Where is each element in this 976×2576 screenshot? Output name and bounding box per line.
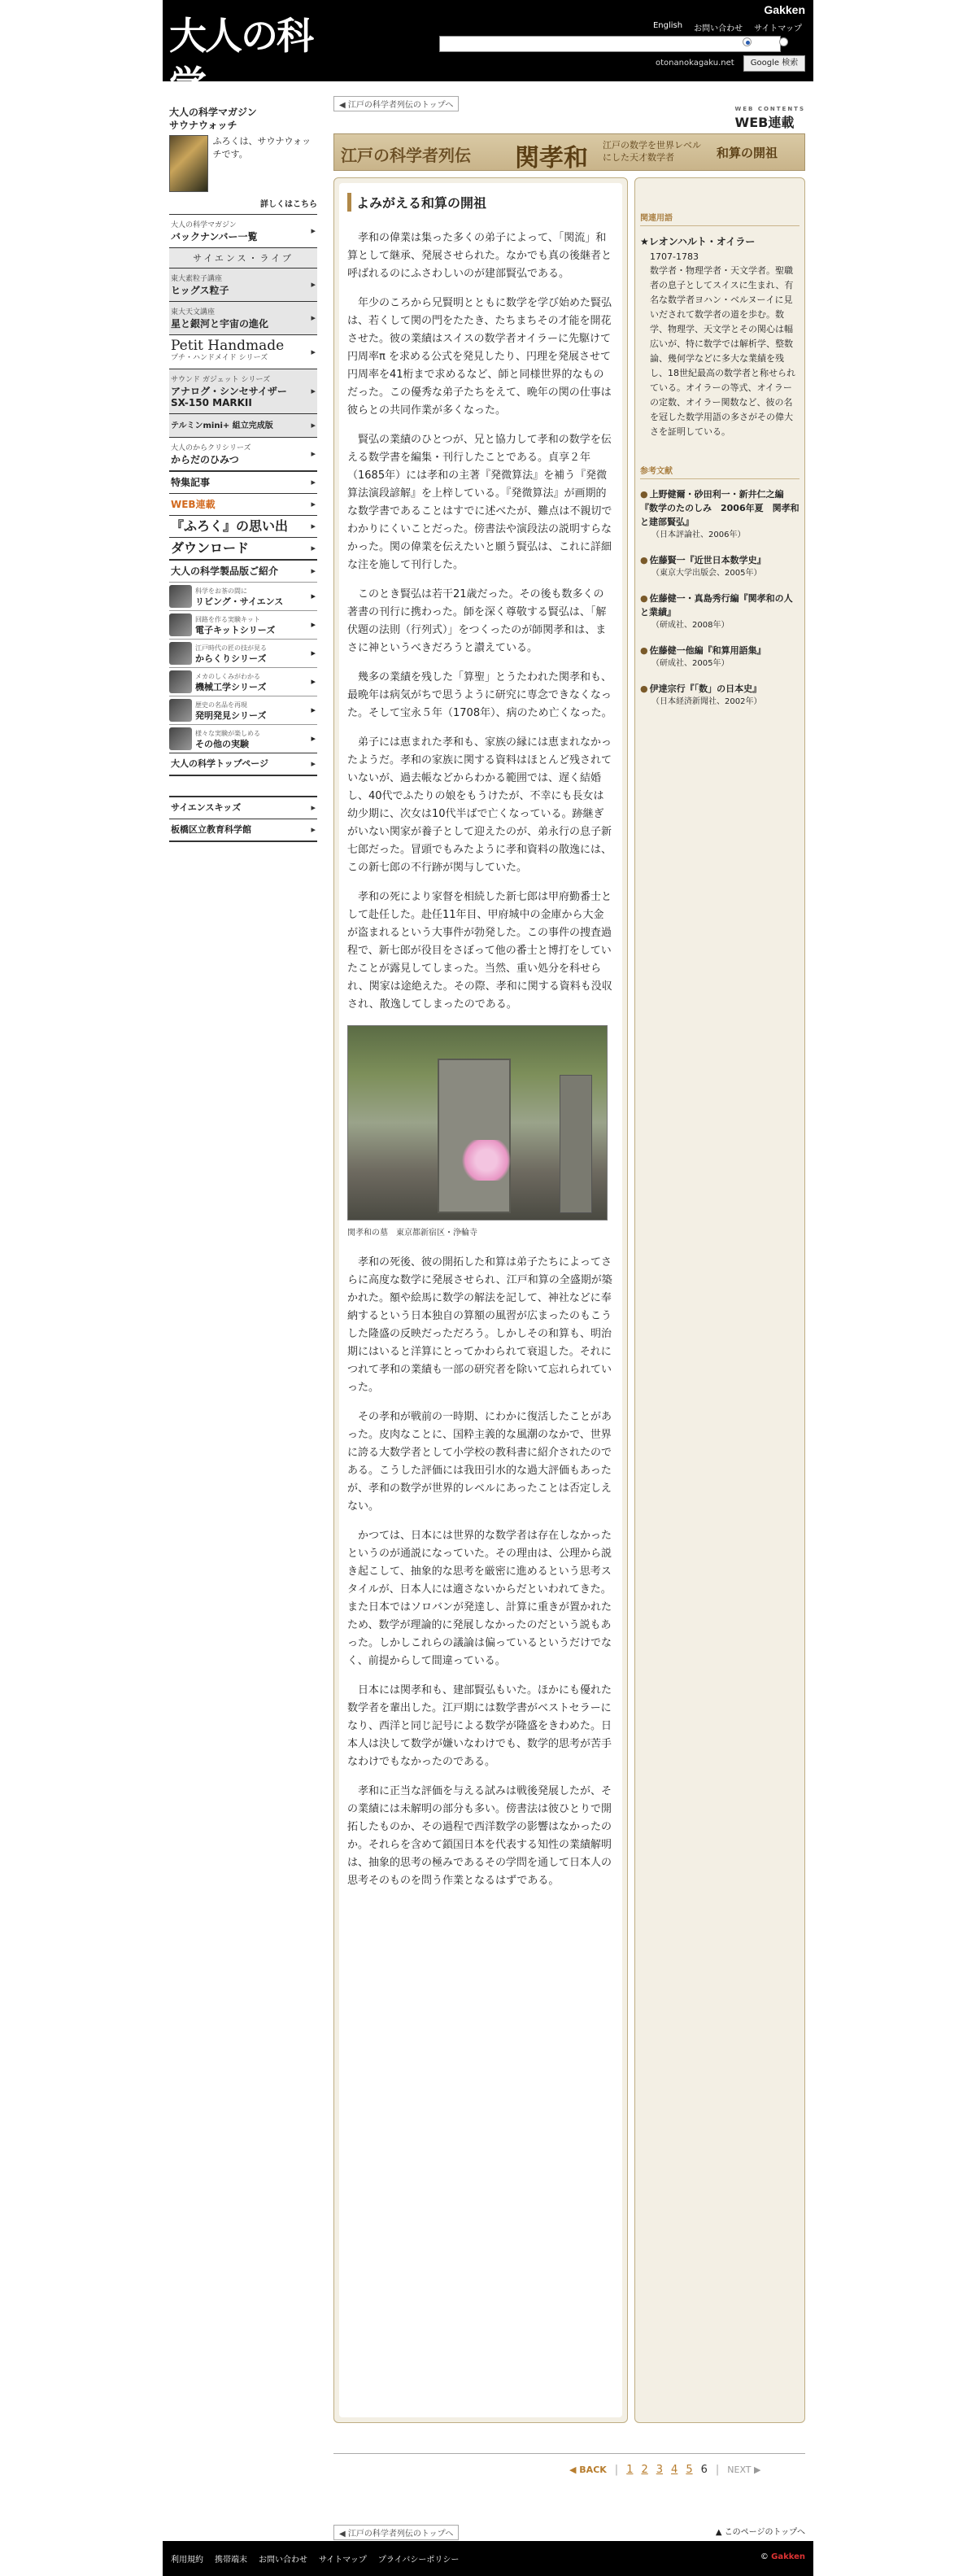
ref-title: 佐藤健一・真島秀行編『関孝和の人と業績』 [640, 593, 793, 618]
site-footer [163, 2541, 813, 2576]
gakken-brand[interactable]: Gakken [764, 3, 805, 16]
p3-label: からくりシリーズ [195, 653, 267, 664]
domain-label: otonanokagaku.net [656, 59, 734, 68]
copyright [760, 2552, 805, 2561]
chevron-right-icon: ▸ [311, 279, 316, 290]
paragraph: 幾多の業績を残した「算聖」とうたわれた関孝和も、最晩年は病気がちで思うように研究に専念できなくなった。そして宝永５年（1708年）、病のため亡くなった。 [347, 671, 612, 719]
footer-breadcrumb-label: 江戸の科学者列伝のトップへ [347, 2530, 454, 2539]
chevron-right-icon: ▸ [311, 676, 316, 687]
english-link[interactable]: English [652, 21, 683, 30]
logo-text: 大人の科学 [169, 14, 312, 107]
reference-item [640, 553, 800, 580]
article-body [339, 183, 622, 2417]
sidebar-item-body[interactable] [169, 437, 317, 470]
footer-breadcrumb[interactable]: ◀ 江戸の科学者列伝のトップへ [333, 2525, 459, 2540]
ref-pub: （研成社、2008年） [651, 621, 730, 630]
banner-tagline [603, 139, 701, 164]
product-invention[interactable] [169, 696, 317, 724]
bullet-icon: ● [640, 645, 648, 656]
person-years: 1707-1783 [650, 251, 699, 262]
banner-topic: 和算の開祖 [717, 146, 778, 160]
p3-small: 江戸時代の匠の技が見る [195, 644, 267, 652]
p5-label: 発明発見シリーズ [195, 710, 267, 721]
chevron-right-icon: ▸ [311, 386, 316, 396]
itabashi-label: 板橋区立教育科学館 [171, 824, 251, 835]
sidebar-item-petit[interactable] [169, 334, 317, 369]
synth-small: サウンド ガジェット シリーズ [171, 376, 271, 384]
site-logo[interactable] [169, 11, 389, 107]
sidebar-item-theremin[interactable] [169, 413, 317, 437]
chevron-right-icon: ▸ [311, 346, 316, 357]
search-scope [743, 37, 788, 46]
magazine-desc: ふろくは、サウナウォッチです。 [212, 136, 312, 159]
karakuri-icon [169, 642, 192, 665]
side-stone-shape [560, 1075, 592, 1213]
ref-title: 佐藤健一他編『和算用語集』 [649, 645, 766, 656]
page-link-5[interactable]: 5 [686, 2464, 693, 2476]
p6-small: 様々な実験が楽しめる [195, 730, 260, 737]
ref-pub: （研成社、2005年） [651, 659, 730, 668]
logo-suffix: .net [207, 76, 258, 103]
body-label: からだのひみつ [171, 454, 239, 465]
footer-links [171, 2552, 459, 2565]
page-top-link[interactable]: ▲ このページのトップへ [715, 2528, 805, 2537]
sidebar-item-galaxy[interactable] [169, 301, 317, 334]
breadcrumb[interactable]: ◀ 江戸の科学者列伝のトップへ [333, 96, 459, 111]
chevron-right-icon: ▸ [311, 448, 316, 459]
top-links [653, 21, 802, 33]
paragraph: その孝和が戦前の一時期、にわかに復活したことがあった。皮肉なことに、国粋主義的な風潮のなかで、世界に誇る大数学者として小学校の教科書に紹介されたのである。こうした評価には我田引水的な過大評価もあったが、孝和の数学が世界的レベルにあったことは否定しえない。 [347, 1411, 612, 1513]
ref-pub: （東京大学出版会、2005年） [651, 569, 762, 578]
footer-sitemap-link[interactable]: サイトマップ [319, 2556, 367, 2565]
person-desc: 数学者・物理学者・天文学者。聖職者の息子としてスイスに生まれ、有名な数学者ヨハン・ベルヌーイに見いだされて数学者の道を歩む。数学、物理学、天文学とその関心は幅広いが、特に数学では解析学、整数論、幾何学などに多大な業績を残し、18世紀最高の数学者と称せられている。オイラーの等式、オイラーの定数、オイラー関数など、彼の名を冠した数学用語の多さがその偉大さを証明している。 [650, 265, 795, 437]
banner-series: 江戸の科学者列伝 [341, 146, 471, 165]
ref-title: 伊達宗行『「数」の日本史』 [649, 683, 762, 694]
chevron-right-icon: ▸ [311, 312, 316, 323]
next-label: NEXT [727, 2465, 752, 2475]
sitemap-link[interactable]: サイトマップ [754, 24, 802, 33]
galaxy-label: 星と銀河と宇宙の進化 [171, 318, 269, 330]
page-link-2[interactable]: 2 [641, 2464, 648, 2476]
paragraph: 孝和に正当な評価を与える試みは戦後発展したが、その業績には未解明の部分も多い。傍書法は彼ひとりで開拓したものか、その過程で西洋数学の影響はなかったのか。それらを含めて鎖国日本を代表する知性の業績解明は、抽象的思考の極みであるその学問を通して日本人の思考そのものを問う作業となるはずである。 [347, 1785, 612, 1887]
chevron-right-icon: ▸ [311, 802, 316, 813]
invention-icon [169, 699, 192, 722]
science-kids-label: サイエンスキッズ [171, 802, 242, 813]
higgs-small: 東大素粒子講座 [171, 275, 223, 283]
ref-pub: （日本経済新聞社、2002年） [651, 697, 762, 706]
bullet-icon: ● [640, 593, 648, 604]
series-banner [333, 133, 805, 171]
banner-tagline-2: にした天才数学者 [603, 152, 674, 163]
furoku-label: 『ふろく』の思い出 [171, 518, 289, 534]
special-label: 特集記事 [171, 477, 211, 488]
sidebar-item-web-rensai[interactable] [169, 493, 317, 515]
magazine-subtitle: サウナウォッチ [169, 120, 237, 131]
other-experiments-icon [169, 727, 192, 750]
p2-small: 回路を作る実験キット [195, 616, 260, 623]
product-mechanical[interactable] [169, 667, 317, 696]
terms-link[interactable]: 利用規約 [171, 2556, 203, 2565]
web-rensai-logo [735, 106, 805, 131]
p5-small: 歴史の名品を再現 [195, 701, 247, 709]
web-rensai-label: WEB連載 [171, 499, 216, 510]
p2-label: 電子キットシリーズ [195, 625, 276, 635]
sidebar-item-products-top[interactable] [169, 753, 317, 776]
next-link: NEXT ▶ [727, 2465, 761, 2475]
sidebar-item-higgs[interactable] [169, 268, 317, 301]
related-terms-heading: 関連用語 [640, 211, 800, 226]
magazine-cover[interactable] [169, 135, 208, 192]
products-heading[interactable] [169, 559, 317, 582]
p1-small: 科学をお茶の間に [195, 587, 247, 595]
radio-web[interactable] [743, 37, 752, 46]
sidebar-item-special[interactable] [169, 470, 317, 493]
banner-tagline-1: 江戸の数学を世界レベル [603, 140, 701, 151]
chevron-right-icon: ▸ [311, 420, 316, 430]
page-link-1[interactable]: 1 [626, 2464, 634, 2476]
pager-divider [333, 2453, 805, 2454]
product-other[interactable] [169, 724, 317, 753]
banner-name: 関孝和 [515, 144, 588, 172]
p6-label: その他の実験 [195, 739, 249, 749]
chevron-right-icon: ▸ [311, 521, 316, 531]
paragraph: 年少のころから兄賢明とともに数学を学び始めた賢弘は、若くして関の門をたたき、たちまちその才能を開花させた。彼の業績はスイスの数学者オイラーに先駆けて円周率π を求める公式を発見したり、円理を発展させて円周率を41桁まで求めるなど、師と同様世界的なものだった。この優秀な弟子たちをえて、晩年の関の仕事は彼らとの共同作業が多くなった。 [347, 297, 612, 417]
article-panel [333, 177, 628, 2423]
footer-brand[interactable]: Gakken [771, 2552, 805, 2561]
living-science-icon [169, 585, 192, 608]
paragraph: 孝和の死後、彼の開拓した和算は弟子たちによってさらに高度な数学に発展させられ、江戸和算の全盛期が築かれた。額や絵馬に数学の解法を記して、神社などに奉納するという日本独自の算額の風習が広まったのもこうした隆盛の反映だっただろう。しかしその和算も、明治期にはいると洋算にとってかわられて衰退した。それにつれて孝和の業績も一部の研究者を除いて忘れられていった。 [347, 1256, 612, 1394]
search-input[interactable] [439, 36, 781, 52]
chevron-right-icon: ▸ [311, 824, 316, 835]
sidebar [169, 106, 317, 842]
person-name-text: レオンハルト・オイラー [648, 236, 756, 247]
pagination [569, 2464, 760, 2476]
web-rensai-logo-text: WEB連載 [734, 115, 795, 130]
chevron-right-icon: ▸ [311, 225, 316, 236]
bullet-icon: ● [640, 489, 648, 500]
radio-web-label: Web [756, 37, 774, 46]
bullet-icon: ● [640, 683, 648, 694]
backnumber-label: バックナンバー一覧 [171, 231, 258, 242]
google-search-button[interactable]: Google 検索 [743, 55, 805, 72]
back-link[interactable]: ◀ BACK [569, 2465, 607, 2475]
separator: | [614, 2464, 619, 2476]
science-live-heading: サイエンス・ライブ [169, 247, 317, 268]
mechanical-icon [169, 670, 192, 693]
glossary-panel [634, 177, 805, 2423]
copyright-symbol: © [760, 2552, 769, 2561]
chevron-right-icon: ▸ [311, 705, 316, 715]
higgs-label: ヒッグス粒子 [171, 285, 229, 296]
footer-contact-link[interactable]: お問い合わせ [259, 2556, 307, 2565]
sidebar-item-furoku[interactable] [169, 515, 317, 537]
electronic-kit-icon [169, 613, 192, 636]
chevron-right-icon: ▸ [311, 733, 316, 744]
theremin-label: テルミンmini+ 組立完成版 [171, 421, 273, 430]
page-link-3[interactable]: 3 [656, 2464, 664, 2476]
synth-label: アナログ・シンセサイザー SX-150 MARKII [171, 386, 287, 408]
reference-item [640, 487, 800, 542]
paragraph: 弟子には恵まれた孝和も、家族の縁には恵まれなかったようだ。孝和の家族に関する資料はほとんど残されていないが、過去帳などからわかる範囲では、遅く結婚し、40代でふたりの娘をもうけたが、不幸にも長女は幼少期に、次女は10代半ばで亡くなっている。跡継ぎがいない関家が養子として迎えたのが、弟永行の息子新七郎だった。冒頭でもみたように孝和資料の散逸には、この新七郎の不行跡が関与していた。 [347, 736, 612, 874]
products-top-label: 大人の科学トップページ [171, 758, 269, 769]
paragraph: 日本には関孝和も、建部賢弘もいた。ほかにも優れた数学者を輩出した。江戸期には数学書がベストセラーになり、西洋と同じ記号による数学が隆盛をきわめた。日本人は決して数学が嫌いなわけでも、数学的思考が苦手なわけでもなかったのである。 [347, 1684, 612, 1768]
chevron-right-icon: ▸ [311, 565, 316, 576]
chevron-right-icon: ▸ [311, 477, 316, 487]
body-small: 大人のからクリシリーズ [171, 444, 251, 452]
article-title: よみがえる和算の開祖 [347, 193, 614, 212]
download-label: ダウンロード [171, 540, 250, 556]
privacy-link[interactable]: プライバシーポリシー [377, 2556, 460, 2565]
back-label: BACK [579, 2465, 607, 2475]
paragraph: 孝和の偉業は集った多くの弟子によって、「関流」和算として継承、発展させられた。なかでも真の後継者と呼ばれるのにふさわしいのが建部賢弘である。 [347, 232, 612, 280]
mobile-link[interactable]: 携帯端末 [215, 2556, 247, 2565]
photo-caption: 関孝和の墓 東京都新宿区・浄輪寺 [347, 1229, 477, 1238]
p4-small: メカのしくみがわかる [195, 673, 260, 680]
chevron-right-icon: ▸ [311, 591, 316, 601]
magazine-title: 大人の科学マガジン [169, 107, 257, 118]
breadcrumb-label: 江戸の科学者列伝のトップへ [347, 101, 454, 110]
p1-label: リビング・サイエンス [195, 596, 284, 607]
galaxy-small: 東大天文講座 [171, 308, 216, 317]
reference-item [640, 592, 800, 632]
radio-site[interactable] [779, 37, 788, 46]
chevron-right-icon: ▸ [311, 758, 316, 769]
reference-item [640, 682, 800, 709]
references-heading: 参考文献 [640, 464, 800, 479]
backnumber-small: 大人の科学マガジン [171, 221, 237, 229]
chevron-right-icon: ▸ [311, 619, 316, 630]
paragraph: かつては、日本には世界的な数学者は存在しなかったというのが通説になっていた。その理由は、公理から説き起こして、抽象的な思考を厳密に進めるという思考スタイルが、日本人には適さないからだといわれてきた。また日本ではソロバンが発達し、計算に重きが置かれたため、数学が理論的に発展しなかったのだという説もあった。しかしこれらの議論は偏っているというだけでなく、前提からして間違っている。 [347, 1530, 612, 1667]
products-head-label: 大人の科学製品版ご紹介 [171, 565, 279, 577]
petit-small: プチ・ハンドメイド シリーズ [171, 354, 268, 362]
sidebar-item-itabashi[interactable] [169, 819, 317, 842]
ref-pub: （日本評論社、2006年） [651, 530, 746, 539]
page-link-4[interactable]: 4 [671, 2464, 678, 2476]
paragraph: 孝和の死により家督を相続した新七郎は甲府勤番士として赴任した。赴任11年目、甲府城中の金庫から大金が盗まれるという大事件が勃発した。この事件の捜査過程で、新七郎が役目をさぼって他の番士と博打をしていたことが露見してしまった。当然、重い処分を科せられ、関家は途絶えた。その際、孝和に関する資料も没収され、散逸してしまったのである。 [347, 891, 612, 1011]
product-electronic-kit[interactable] [169, 610, 317, 639]
petit-label: Petit Handmade [171, 338, 285, 354]
chevron-right-icon: ▸ [311, 499, 316, 509]
page-current: 6 [700, 2464, 708, 2476]
sidebar-item-science-kids[interactable] [169, 796, 317, 819]
ref-title: 上野健爾・砂田利一・新井仁之編『数学のたのしみ 2006年夏 関孝和と建部賢弘』 [640, 489, 800, 527]
sidebar-item-synth[interactable] [169, 369, 317, 413]
bullet-icon: ● [640, 555, 648, 565]
separator: | [715, 2464, 720, 2476]
sidebar-item-backnumber[interactable] [169, 214, 317, 247]
ref-title: 佐藤賢一『近世日本数学史』 [649, 555, 766, 565]
sidebar-item-download[interactable] [169, 537, 317, 559]
p4-label: 機械工学シリーズ [195, 682, 267, 692]
product-karakuri[interactable] [169, 639, 317, 667]
grave-photo [347, 1025, 608, 1220]
page-top-label: このページのトップへ [724, 2528, 805, 2537]
person-name: ★レオンハルト・オイラー [640, 236, 756, 247]
contact-link[interactable]: お問い合わせ [694, 24, 743, 33]
gravestone-shape [438, 1059, 511, 1213]
more-link[interactable]: 詳しくはこちら [260, 200, 317, 209]
flowers-shape [458, 1140, 515, 1181]
paragraph: このとき賢弘は若干21歳だった。その後も数多くの著書の刊行に携わった。師を深く尊敬する賢弘は、「解伏題の法則（行列式）」をつくったのが師関孝和は、まさに神というべきだろうと讃えている。 [347, 588, 607, 654]
product-living-science[interactable] [169, 582, 317, 610]
chevron-right-icon: ▸ [311, 543, 316, 553]
web-contents-label: WEB CONTENTS [734, 106, 805, 112]
reference-item [640, 644, 800, 670]
paragraph: 賢弘の業績のひとつが、兄と協力して孝和の数学を伝える数学書を編集・刊行したことである。貞享２年（1685年）には孝和の主著『発微算法』を補う『発微算法演段諺解』を上梓している。『発微算法』が画期的な数学書であることはすでに述べたが、難点は不親切でわかりにくいことだった。傍書法や演段法の説明すらなかった。関の偉業を伝えたいと願う賢弘は、これに詳細な注を施して刊行した。 [347, 434, 612, 571]
chevron-right-icon: ▸ [311, 648, 316, 658]
